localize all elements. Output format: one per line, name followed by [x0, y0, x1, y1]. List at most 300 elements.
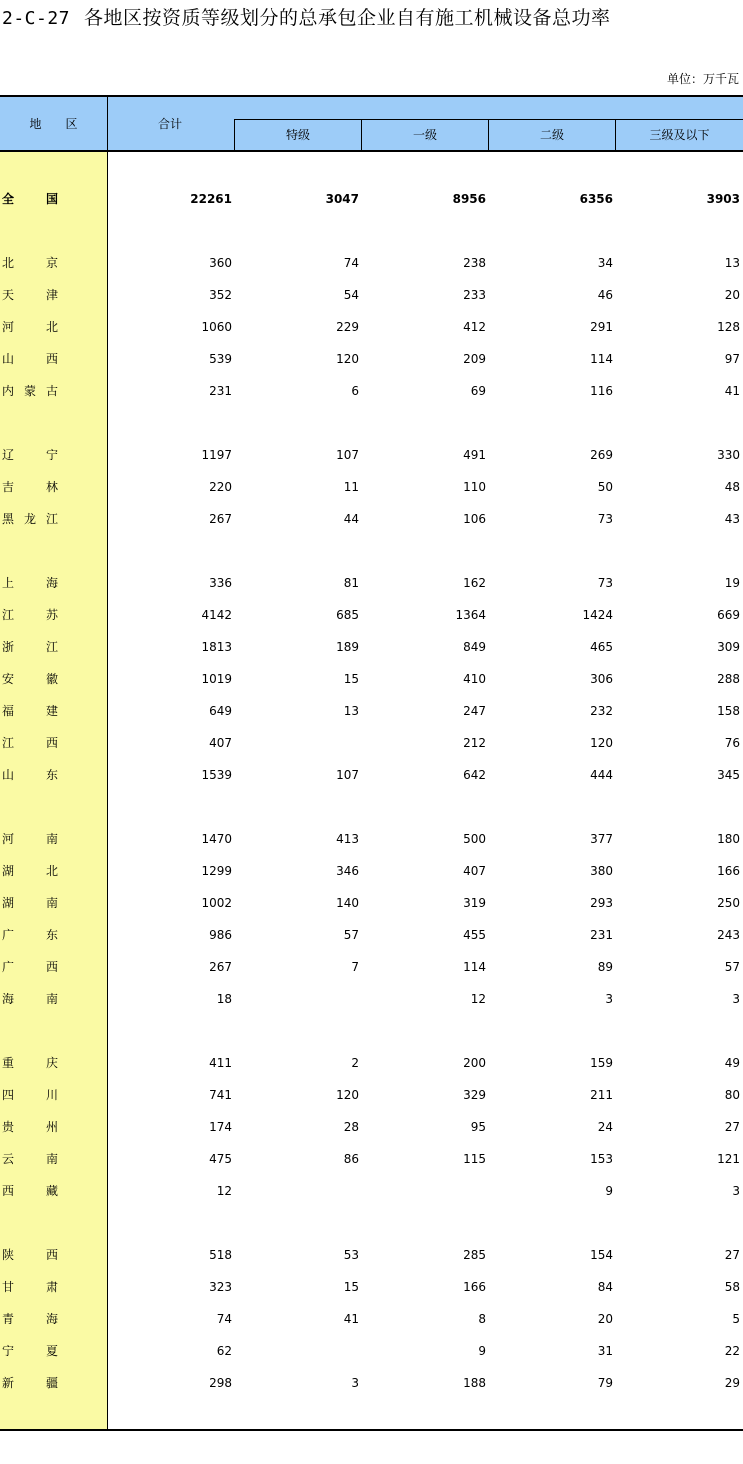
grade1-value: 200	[463, 1056, 486, 1070]
total-value: 1470	[201, 832, 232, 846]
special-value: 13	[343, 704, 359, 718]
region-char: 山	[2, 768, 15, 782]
special-value: 107	[336, 448, 359, 462]
table-code: 2-C-27	[2, 8, 71, 29]
special-value: 86	[343, 1152, 359, 1166]
grade3-value: 48	[724, 480, 740, 494]
region-char: 江	[2, 736, 15, 750]
region-char: 建	[45, 704, 58, 718]
grade3-value: 27	[724, 1248, 740, 1262]
region-char: 河	[2, 832, 15, 846]
grade2-value: 269	[590, 448, 613, 462]
table-row	[0, 957, 743, 977]
table-row	[0, 605, 743, 625]
region-char: 海	[45, 1312, 58, 1326]
special-value: 2	[351, 1056, 359, 1070]
region-char: 福	[2, 704, 15, 718]
special-value: 3	[351, 1376, 359, 1390]
region-name	[2, 989, 58, 1009]
grade1-value: 95	[470, 1120, 486, 1134]
grade1-value: 238	[463, 256, 486, 270]
grade2-value: 159	[590, 1056, 613, 1070]
region-char: 庆	[45, 1056, 58, 1070]
region-char: 州	[45, 1120, 58, 1134]
region-char: 江	[45, 512, 58, 526]
grade1-value: 69	[470, 384, 486, 398]
table-row	[0, 733, 743, 753]
region-char: 湖	[2, 864, 15, 878]
grade1-value: 329	[463, 1088, 486, 1102]
region-char: 夏	[45, 1344, 58, 1358]
total-value: 1060	[201, 320, 232, 334]
grade1-value: 166	[463, 1280, 486, 1294]
region-char: 山	[2, 352, 15, 366]
region-char: 龙	[23, 512, 36, 526]
total-value: 298	[209, 1376, 232, 1390]
grade3-value: 58	[724, 1280, 740, 1294]
special-value: 57	[343, 928, 359, 942]
table-row	[0, 1085, 743, 1105]
grade1-value: 8	[478, 1312, 486, 1326]
grade2-value: 46	[597, 288, 613, 302]
region-name	[2, 573, 58, 593]
grade2-value: 232	[590, 704, 613, 718]
grade3-value: 76	[724, 736, 740, 750]
header-region: 地 区	[29, 117, 78, 131]
region-name	[2, 285, 58, 305]
region-name	[2, 317, 58, 337]
region-name	[2, 445, 58, 465]
total-value: 174	[209, 1120, 232, 1134]
region-char: 徽	[45, 672, 58, 686]
special-value: 229	[336, 320, 359, 334]
total-value: 220	[209, 480, 232, 494]
region-char: 京	[45, 256, 58, 270]
grade2-value: 1424	[582, 608, 613, 622]
total-value: 323	[209, 1280, 232, 1294]
table-row	[0, 765, 743, 785]
grade2-value: 3	[605, 992, 613, 1006]
total-value: 1299	[201, 864, 232, 878]
region-char: 宁	[2, 1344, 15, 1358]
table-row	[0, 1309, 743, 1329]
region-char: 上	[2, 576, 15, 590]
region-char: 四	[2, 1088, 15, 1102]
region-char: 云	[2, 1152, 15, 1166]
region-name	[2, 1309, 58, 1329]
special-value: 107	[336, 768, 359, 782]
total-value: 741	[209, 1088, 232, 1102]
region-char: 浙	[2, 640, 15, 654]
grade1-value: 114	[463, 960, 486, 974]
total-value: 649	[209, 704, 232, 718]
grade2-value: 211	[590, 1088, 613, 1102]
special-value: 3047	[325, 192, 359, 206]
region-name	[2, 509, 58, 529]
grade3-value: 49	[724, 1056, 740, 1070]
region-name	[2, 765, 58, 785]
grade1-value: 412	[463, 320, 486, 334]
region-name	[2, 733, 58, 753]
region-char: 广	[2, 928, 15, 942]
region-name	[2, 669, 58, 689]
top-rule	[0, 95, 743, 97]
grade1-value: 8956	[452, 192, 486, 206]
region-char: 天	[2, 288, 15, 302]
grade2-value: 116	[590, 384, 613, 398]
grade1-value: 212	[463, 736, 486, 750]
data-table	[0, 95, 743, 1431]
special-value: 11	[343, 480, 359, 494]
total-value: 539	[209, 352, 232, 366]
grade2-value: 154	[590, 1248, 613, 1262]
grade3-value: 669	[717, 608, 740, 622]
grade1-value: 110	[463, 480, 486, 494]
grade2-value: 79	[597, 1376, 613, 1390]
special-value: 413	[336, 832, 359, 846]
table-row	[0, 701, 743, 721]
special-value: 54	[343, 288, 359, 302]
total-value: 407	[209, 736, 232, 750]
unit-label: 单位：万千瓦	[666, 72, 739, 86]
region-name	[2, 925, 58, 945]
table-header	[0, 97, 743, 152]
region-column-background	[0, 152, 107, 1431]
table-row	[0, 445, 743, 465]
grade1-value: 455	[463, 928, 486, 942]
total-value: 1019	[201, 672, 232, 686]
grade3-value: 250	[717, 896, 740, 910]
header-grade2: 二级	[539, 128, 564, 142]
special-value: 120	[336, 352, 359, 366]
header-total: 合计	[157, 117, 182, 131]
total-value: 1002	[201, 896, 232, 910]
region-char: 青	[2, 1312, 15, 1326]
region-char: 西	[45, 352, 58, 366]
header-grade3: 三级及以下	[649, 128, 710, 142]
table-row	[0, 1245, 743, 1265]
table-row	[0, 317, 743, 337]
grade1-value: 500	[463, 832, 486, 846]
grade1-value: 9	[478, 1344, 486, 1358]
total-value: 986	[209, 928, 232, 942]
region-char: 新	[2, 1376, 15, 1390]
region-char: 东	[45, 928, 58, 942]
table-row	[0, 669, 743, 689]
total-value: 1813	[201, 640, 232, 654]
table-row	[0, 349, 743, 369]
special-value: 6	[351, 384, 359, 398]
special-value: 7	[351, 960, 359, 974]
grade1-value: 491	[463, 448, 486, 462]
region-char: 吉	[2, 480, 15, 494]
special-value: 81	[343, 576, 359, 590]
region-name	[2, 861, 58, 881]
grade1-value: 642	[463, 768, 486, 782]
region-char: 湖	[2, 896, 15, 910]
grade3-value: 166	[717, 864, 740, 878]
grade2-value: 444	[590, 768, 613, 782]
special-value: 346	[336, 864, 359, 878]
grade3-value: 3903	[706, 192, 740, 206]
region-name	[2, 189, 58, 209]
grade2-value: 291	[590, 320, 613, 334]
bottom-rule	[0, 1429, 743, 1431]
region-char: 全	[2, 192, 15, 206]
grade2-value: 153	[590, 1152, 613, 1166]
region-char: 蒙	[23, 384, 36, 398]
grade2-value: 377	[590, 832, 613, 846]
region-char: 甘	[2, 1280, 15, 1294]
grade3-value: 3	[732, 992, 740, 1006]
header-rule	[0, 150, 743, 152]
grade3-value: 43	[724, 512, 740, 526]
region-char: 北	[2, 256, 15, 270]
table-title: 各地区按资质等级划分的总承包企业自有施工机械设备总功率	[84, 7, 611, 29]
grade2-value: 73	[597, 576, 613, 590]
region-char: 南	[45, 832, 58, 846]
grade1-value: 115	[463, 1152, 486, 1166]
region-char: 贵	[2, 1120, 15, 1134]
region-name	[2, 605, 58, 625]
grade1-value: 209	[463, 352, 486, 366]
table-row	[0, 381, 743, 401]
region-name	[2, 1373, 58, 1393]
grade3-value: 80	[724, 1088, 740, 1102]
table-row	[0, 1053, 743, 1073]
region-char: 北	[45, 864, 58, 878]
region-name	[2, 1117, 58, 1137]
grade2-value: 34	[597, 256, 613, 270]
region-name	[2, 1053, 58, 1073]
total-value: 411	[209, 1056, 232, 1070]
special-value: 74	[343, 256, 359, 270]
table-row	[0, 573, 743, 593]
table-row	[0, 1117, 743, 1137]
grade3-value: 20	[724, 288, 740, 302]
grade1-value: 233	[463, 288, 486, 302]
grade1-value: 247	[463, 704, 486, 718]
table-row	[0, 1277, 743, 1297]
region-name	[2, 1245, 58, 1265]
grade2-value: 114	[590, 352, 613, 366]
region-char: 西	[2, 1184, 15, 1198]
grade2-value: 9	[605, 1184, 613, 1198]
special-value: 53	[343, 1248, 359, 1262]
grade2-value: 6356	[579, 192, 613, 206]
total-value: 360	[209, 256, 232, 270]
region-name	[2, 1085, 58, 1105]
page-title	[2, 4, 611, 32]
grade3-value: 41	[724, 384, 740, 398]
total-value: 1539	[201, 768, 232, 782]
total-value: 62	[216, 1344, 232, 1358]
region-name	[2, 1149, 58, 1169]
total-value: 267	[209, 960, 232, 974]
grade1-value: 188	[463, 1376, 486, 1390]
region-char: 南	[45, 992, 58, 1006]
grade2-value: 380	[590, 864, 613, 878]
region-char: 西	[45, 736, 58, 750]
grade3-value: 243	[717, 928, 740, 942]
table-row	[0, 925, 743, 945]
total-value: 18	[216, 992, 232, 1006]
grade2-value: 31	[597, 1344, 613, 1358]
region-name	[2, 701, 58, 721]
region-char: 宁	[45, 448, 58, 462]
table-row	[0, 1181, 743, 1201]
grade1-value: 12	[470, 992, 486, 1006]
total-value: 352	[209, 288, 232, 302]
grade3-value: 27	[724, 1120, 740, 1134]
table-row	[0, 1373, 743, 1393]
table-row	[0, 189, 743, 209]
header-special: 特级	[285, 128, 310, 142]
table-row	[0, 989, 743, 1009]
region-name	[2, 829, 58, 849]
region-name	[2, 1277, 58, 1297]
region-name	[2, 957, 58, 977]
grade2-value: 293	[590, 896, 613, 910]
grade2-value: 73	[597, 512, 613, 526]
grade1-value: 106	[463, 512, 486, 526]
grade2-value: 89	[597, 960, 613, 974]
grade1-value: 1364	[455, 608, 486, 622]
region-char: 内	[2, 384, 15, 398]
region-name	[2, 637, 58, 657]
special-value: 44	[343, 512, 359, 526]
grade1-value: 849	[463, 640, 486, 654]
grade1-value: 410	[463, 672, 486, 686]
region-name	[2, 253, 58, 273]
region-char: 黑	[2, 512, 15, 526]
total-value: 4142	[201, 608, 232, 622]
total-value: 518	[209, 1248, 232, 1262]
special-value: 15	[343, 672, 359, 686]
table-row	[0, 285, 743, 305]
region-char: 藏	[45, 1184, 58, 1198]
region-char: 古	[45, 384, 58, 398]
grade3-value: 158	[717, 704, 740, 718]
grade2-value: 120	[590, 736, 613, 750]
region-char: 肃	[45, 1280, 58, 1294]
table-row	[0, 1149, 743, 1169]
grade3-value: 180	[717, 832, 740, 846]
region-name	[2, 381, 58, 401]
region-char: 河	[2, 320, 15, 334]
table-row	[0, 253, 743, 273]
region-char: 陕	[2, 1248, 15, 1262]
grade1-value: 407	[463, 864, 486, 878]
region-name	[2, 477, 58, 497]
grade2-value: 465	[590, 640, 613, 654]
grade3-value: 288	[717, 672, 740, 686]
region-char: 南	[45, 896, 58, 910]
special-value: 28	[343, 1120, 359, 1134]
region-char: 林	[45, 480, 58, 494]
table-row	[0, 861, 743, 881]
total-value: 12	[216, 1184, 232, 1198]
grade2-value: 84	[597, 1280, 613, 1294]
region-name	[2, 349, 58, 369]
table-row	[0, 829, 743, 849]
special-value: 120	[336, 1088, 359, 1102]
special-value: 140	[336, 896, 359, 910]
grade3-value: 57	[724, 960, 740, 974]
special-value: 189	[336, 640, 359, 654]
grade2-value: 50	[597, 480, 613, 494]
region-char: 疆	[45, 1376, 58, 1390]
region-char: 南	[45, 1152, 58, 1166]
region-char: 北	[45, 320, 58, 334]
grade2-value: 24	[597, 1120, 613, 1134]
region-name	[2, 1341, 58, 1361]
total-value: 1197	[201, 448, 232, 462]
grade2-value: 306	[590, 672, 613, 686]
grade1-value: 285	[463, 1248, 486, 1262]
region-char: 辽	[2, 448, 15, 462]
table-row	[0, 509, 743, 529]
table-row	[0, 637, 743, 657]
total-value: 22261	[190, 192, 232, 206]
region-char: 海	[45, 576, 58, 590]
grade3-value: 345	[717, 768, 740, 782]
grade3-value: 19	[724, 576, 740, 590]
grade3-value: 309	[717, 640, 740, 654]
region-char: 重	[2, 1056, 15, 1070]
grade3-value: 3	[732, 1184, 740, 1198]
grade3-value: 121	[717, 1152, 740, 1166]
region-char: 海	[2, 992, 15, 1006]
grade3-value: 128	[717, 320, 740, 334]
region-char: 广	[2, 960, 15, 974]
region-char: 西	[45, 960, 58, 974]
grade3-value: 29	[724, 1376, 740, 1390]
region-char: 江	[2, 608, 15, 622]
grade1-value: 162	[463, 576, 486, 590]
grade2-value: 20	[597, 1312, 613, 1326]
grade3-value: 13	[724, 256, 740, 270]
grade3-value: 330	[717, 448, 740, 462]
grade3-value: 97	[724, 352, 740, 366]
total-value: 267	[209, 512, 232, 526]
grade3-value: 22	[724, 1344, 740, 1358]
region-name	[2, 1181, 58, 1201]
special-value: 685	[336, 608, 359, 622]
special-value: 15	[343, 1280, 359, 1294]
total-value: 74	[216, 1312, 232, 1326]
region-char: 苏	[45, 608, 58, 622]
region-name	[2, 893, 58, 913]
region-char: 江	[45, 640, 58, 654]
region-char: 国	[45, 192, 58, 206]
table-row	[0, 477, 743, 497]
region-char: 西	[45, 1248, 58, 1262]
grade1-value: 319	[463, 896, 486, 910]
region-char: 东	[45, 768, 58, 782]
grade2-value: 231	[590, 928, 613, 942]
total-value: 475	[209, 1152, 232, 1166]
total-value: 336	[209, 576, 232, 590]
region-char: 安	[2, 672, 15, 686]
total-value: 231	[209, 384, 232, 398]
grade3-value: 5	[732, 1312, 740, 1326]
table-row	[0, 893, 743, 913]
region-char: 津	[45, 288, 58, 302]
header-grade1: 一级	[412, 128, 437, 142]
table-row	[0, 1341, 743, 1361]
special-value: 41	[343, 1312, 359, 1326]
